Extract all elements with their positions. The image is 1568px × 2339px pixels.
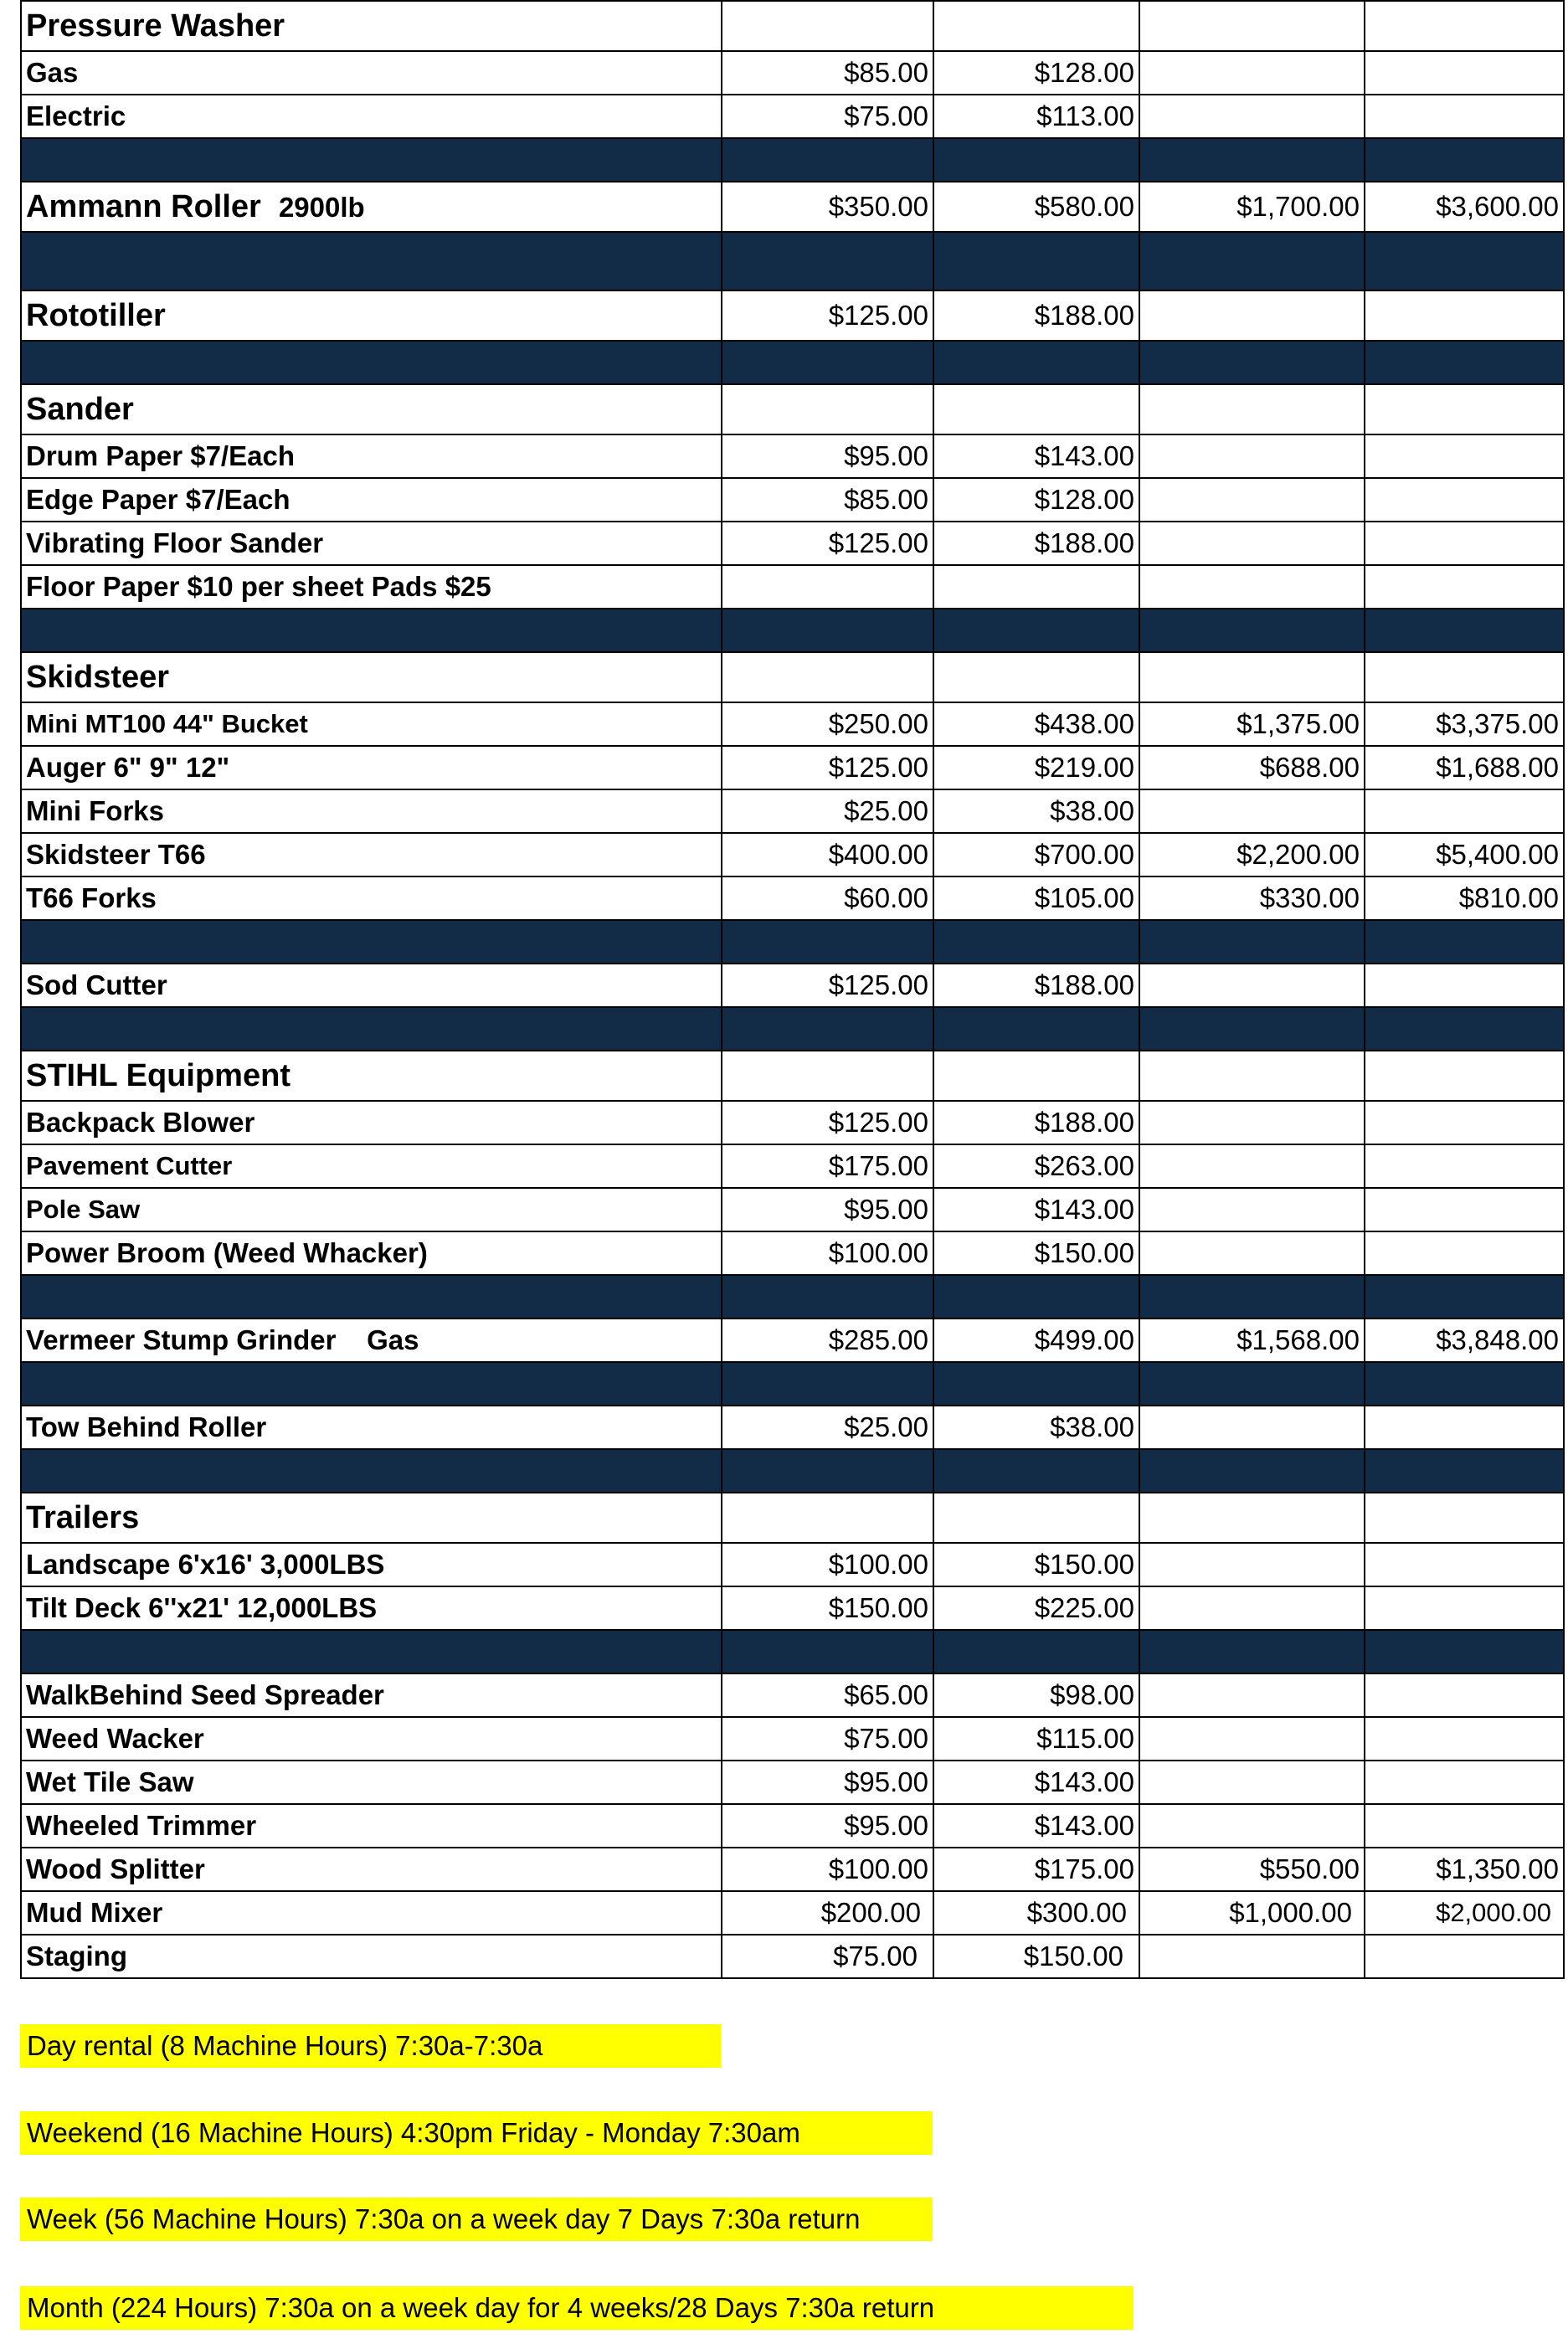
weekend-rate: $700.00	[933, 833, 1139, 876]
section-divider	[21, 1362, 1564, 1406]
day-rate: $100.00	[722, 1231, 933, 1275]
day-rate: $125.00	[722, 746, 933, 789]
week-rate: $330.00	[1139, 876, 1365, 920]
weekend-rate: $143.00	[933, 1188, 1139, 1231]
table-row	[21, 1935, 1564, 1978]
table-row	[21, 182, 1564, 232]
weekend-rate: $115.00	[933, 1717, 1139, 1761]
week-rate: $2,200.00	[1139, 833, 1365, 876]
month-rate: $2,000.00	[1365, 1891, 1564, 1935]
rental-rate-sheet	[20, 0, 1565, 1979]
weekend-rate: $150.00	[933, 1231, 1139, 1275]
week-rate: $1,000.00	[1139, 1891, 1365, 1935]
weekend-rate: $188.00	[933, 522, 1139, 565]
item-name: Tilt Deck 6''x21' 12,000LBS	[21, 1586, 722, 1630]
section-divider	[21, 138, 1564, 182]
weekend-rate: $150.00	[933, 1543, 1139, 1586]
weekend-rate: $300.00	[933, 1891, 1139, 1935]
day-rate: $65.00	[722, 1673, 933, 1717]
item-name: Mini MT100 44" Bucket	[21, 702, 722, 746]
section-divider	[21, 341, 1564, 384]
day-rate: $150.00	[722, 1586, 933, 1630]
table-row	[21, 478, 1564, 522]
section-title: Pressure Washer	[21, 1, 722, 51]
table-row	[21, 833, 1564, 876]
week-rate: $550.00	[1139, 1848, 1365, 1891]
weekend-rate: $98.00	[933, 1673, 1139, 1717]
week-rate	[1139, 95, 1365, 138]
weekend-rate: $188.00	[933, 1101, 1139, 1144]
day-rate: $75.00	[722, 1717, 933, 1761]
day-rate: $125.00	[722, 1101, 933, 1144]
week-rate: $1,700.00	[1139, 182, 1365, 232]
month-rate: $3,600.00	[1365, 182, 1564, 232]
item-name: Staging	[21, 1935, 722, 1978]
day-rate: $75.00	[722, 95, 933, 138]
day-rate: $250.00	[722, 702, 933, 746]
item-name: WalkBehind Seed Spreader	[21, 1673, 722, 1717]
table-row	[21, 1891, 1564, 1935]
week-rate: $1,375.00	[1139, 702, 1365, 746]
table-row	[21, 51, 1564, 95]
item-name: Electric	[21, 95, 722, 138]
rental-rate-table	[20, 0, 1565, 1979]
section-header-sander	[21, 384, 1564, 434]
week-rate: $688.00	[1139, 746, 1365, 789]
day-rate: $400.00	[722, 833, 933, 876]
item-name: Mini Forks	[21, 789, 722, 833]
table-row	[21, 434, 1564, 478]
day-rate: $95.00	[722, 1188, 933, 1231]
item-name: T66 Forks	[21, 876, 722, 920]
table-row	[21, 1586, 1564, 1630]
section-header-pressure-washer	[21, 1, 1564, 51]
section-header-skidsteer	[21, 652, 1564, 702]
month-rate: $3,848.00	[1365, 1319, 1564, 1362]
day-rate: $175.00	[722, 1144, 933, 1188]
item-name: Skidsteer T66	[21, 833, 722, 876]
weekend-rate: $143.00	[933, 434, 1139, 478]
weekend-rate: $499.00	[933, 1319, 1139, 1362]
table-row	[21, 1144, 1564, 1188]
item-name: Rototiller	[21, 290, 722, 341]
table-row	[21, 1319, 1564, 1362]
day-rate: $125.00	[722, 522, 933, 565]
table-row	[21, 789, 1564, 833]
item-name: Tow Behind Roller	[21, 1406, 722, 1449]
section-divider	[21, 609, 1564, 652]
weekend-rate: $263.00	[933, 1144, 1139, 1188]
weekend-rate: $188.00	[933, 964, 1139, 1007]
item-name: Wet Tile Saw	[21, 1761, 722, 1804]
table-row	[21, 1231, 1564, 1275]
table-row	[21, 1406, 1564, 1449]
item-name: Floor Paper $10 per sheet Pads $25	[21, 565, 722, 609]
table-row	[21, 746, 1564, 789]
weekend-rate: $188.00	[933, 290, 1139, 341]
item-name: Auger 6" 9" 12"	[21, 746, 722, 789]
month-rate	[1365, 95, 1564, 138]
section-divider	[21, 920, 1564, 964]
day-rate: $100.00	[722, 1848, 933, 1891]
item-name: Weed Wacker	[21, 1717, 722, 1761]
section-divider	[21, 1275, 1564, 1319]
month-rate: $5,400.00	[1365, 833, 1564, 876]
item-name: Gas	[21, 51, 722, 95]
weekend-rate: $113.00	[933, 95, 1139, 138]
section-title: Trailers	[21, 1493, 722, 1543]
table-row	[21, 1848, 1564, 1891]
week-rate	[1139, 51, 1365, 95]
item-name: Vermeer Stump Grinder Gas	[21, 1319, 722, 1362]
weekend-rate: $128.00	[933, 51, 1139, 95]
item-name: Mud Mixer	[21, 1891, 722, 1935]
month-rate: $810.00	[1365, 876, 1564, 920]
item-name: Pavement Cutter	[21, 1144, 722, 1188]
item-name	[21, 182, 722, 232]
item-weight: 2900lb	[278, 191, 365, 223]
table-row	[21, 1717, 1564, 1761]
weekend-rate: $38.00	[933, 1406, 1139, 1449]
section-divider	[21, 1449, 1564, 1493]
weekend-rate: $175.00	[933, 1848, 1139, 1891]
day-rate: $85.00	[722, 478, 933, 522]
item-name: Pole Saw	[21, 1188, 722, 1231]
day-rate: $95.00	[722, 1761, 933, 1804]
table-row	[21, 1673, 1564, 1717]
section-title: STIHL Equipment	[21, 1051, 722, 1101]
month-rate: $1,350.00	[1365, 1848, 1564, 1891]
table-row	[21, 1101, 1564, 1144]
day-rate: $95.00	[722, 1804, 933, 1848]
table-row	[21, 290, 1564, 341]
section-divider	[21, 232, 1564, 290]
day-rate: $95.00	[722, 434, 933, 478]
week-rate: $1,568.00	[1139, 1319, 1365, 1362]
note-weekend-rental: Weekend (16 Machine Hours) 4:30pm Friday - Monday 7:30am	[20, 2111, 933, 2155]
month-rate: $1,688.00	[1365, 746, 1564, 789]
item-name: Sod Cutter	[21, 964, 722, 1007]
weekend-rate: $219.00	[933, 746, 1139, 789]
item-title: Ammann Roller	[26, 188, 261, 224]
item-name: Wood Splitter	[21, 1848, 722, 1891]
table-row	[21, 876, 1564, 920]
table-row	[21, 964, 1564, 1007]
day-rate: $25.00	[722, 789, 933, 833]
weekend-rate: $225.00	[933, 1586, 1139, 1630]
table-row	[21, 565, 1564, 609]
section-title: Skidsteer	[21, 652, 722, 702]
day-rate: $285.00	[722, 1319, 933, 1362]
weekend-rate: $128.00	[933, 478, 1139, 522]
table-row	[21, 1543, 1564, 1586]
table-row	[21, 1804, 1564, 1848]
table-row	[21, 1188, 1564, 1231]
month-rate: $3,375.00	[1365, 702, 1564, 746]
item-name: Backpack Blower	[21, 1101, 722, 1144]
item-name: Edge Paper $7/Each	[21, 478, 722, 522]
section-title: Sander	[21, 384, 722, 434]
note-week-rental: Week (56 Machine Hours) 7:30a on a week day 7 Days 7:30a return	[20, 2198, 933, 2241]
section-header-stihl	[21, 1051, 1564, 1101]
day-rate: $85.00	[722, 51, 933, 95]
item-name: Power Broom (Weed Whacker)	[21, 1231, 722, 1275]
day-rate: $125.00	[722, 964, 933, 1007]
day-rate: $75.00	[722, 1935, 933, 1978]
weekend-rate: $143.00	[933, 1761, 1139, 1804]
table-row	[21, 1761, 1564, 1804]
day-rate: $25.00	[722, 1406, 933, 1449]
section-divider	[21, 1007, 1564, 1051]
table-row	[21, 95, 1564, 138]
table-row	[21, 702, 1564, 746]
weekend-rate: $38.00	[933, 789, 1139, 833]
item-name: Wheeled Trimmer	[21, 1804, 722, 1848]
day-rate: $60.00	[722, 876, 933, 920]
day-rate: $350.00	[722, 182, 933, 232]
weekend-rate: $580.00	[933, 182, 1139, 232]
table-row	[21, 522, 1564, 565]
item-name: Drum Paper $7/Each	[21, 434, 722, 478]
day-rate: $125.00	[722, 290, 933, 341]
section-divider	[21, 1630, 1564, 1673]
day-rate: $100.00	[722, 1543, 933, 1586]
month-rate	[1365, 51, 1564, 95]
weekend-rate: $438.00	[933, 702, 1139, 746]
weekend-rate: $150.00	[933, 1935, 1139, 1978]
note-month-rental: Month (224 Hours) 7:30a on a week day for 4 weeks/28 Days 7:30a return	[20, 2286, 1134, 2330]
item-name: Landscape 6'x16' 3,000LBS	[21, 1543, 722, 1586]
day-rate: $200.00	[722, 1891, 933, 1935]
note-day-rental: Day rental (8 Machine Hours) 7:30a-7:30a	[20, 2024, 721, 2068]
item-name: Vibrating Floor Sander	[21, 522, 722, 565]
weekend-rate: $143.00	[933, 1804, 1139, 1848]
weekend-rate: $105.00	[933, 876, 1139, 920]
section-header-trailers	[21, 1493, 1564, 1543]
